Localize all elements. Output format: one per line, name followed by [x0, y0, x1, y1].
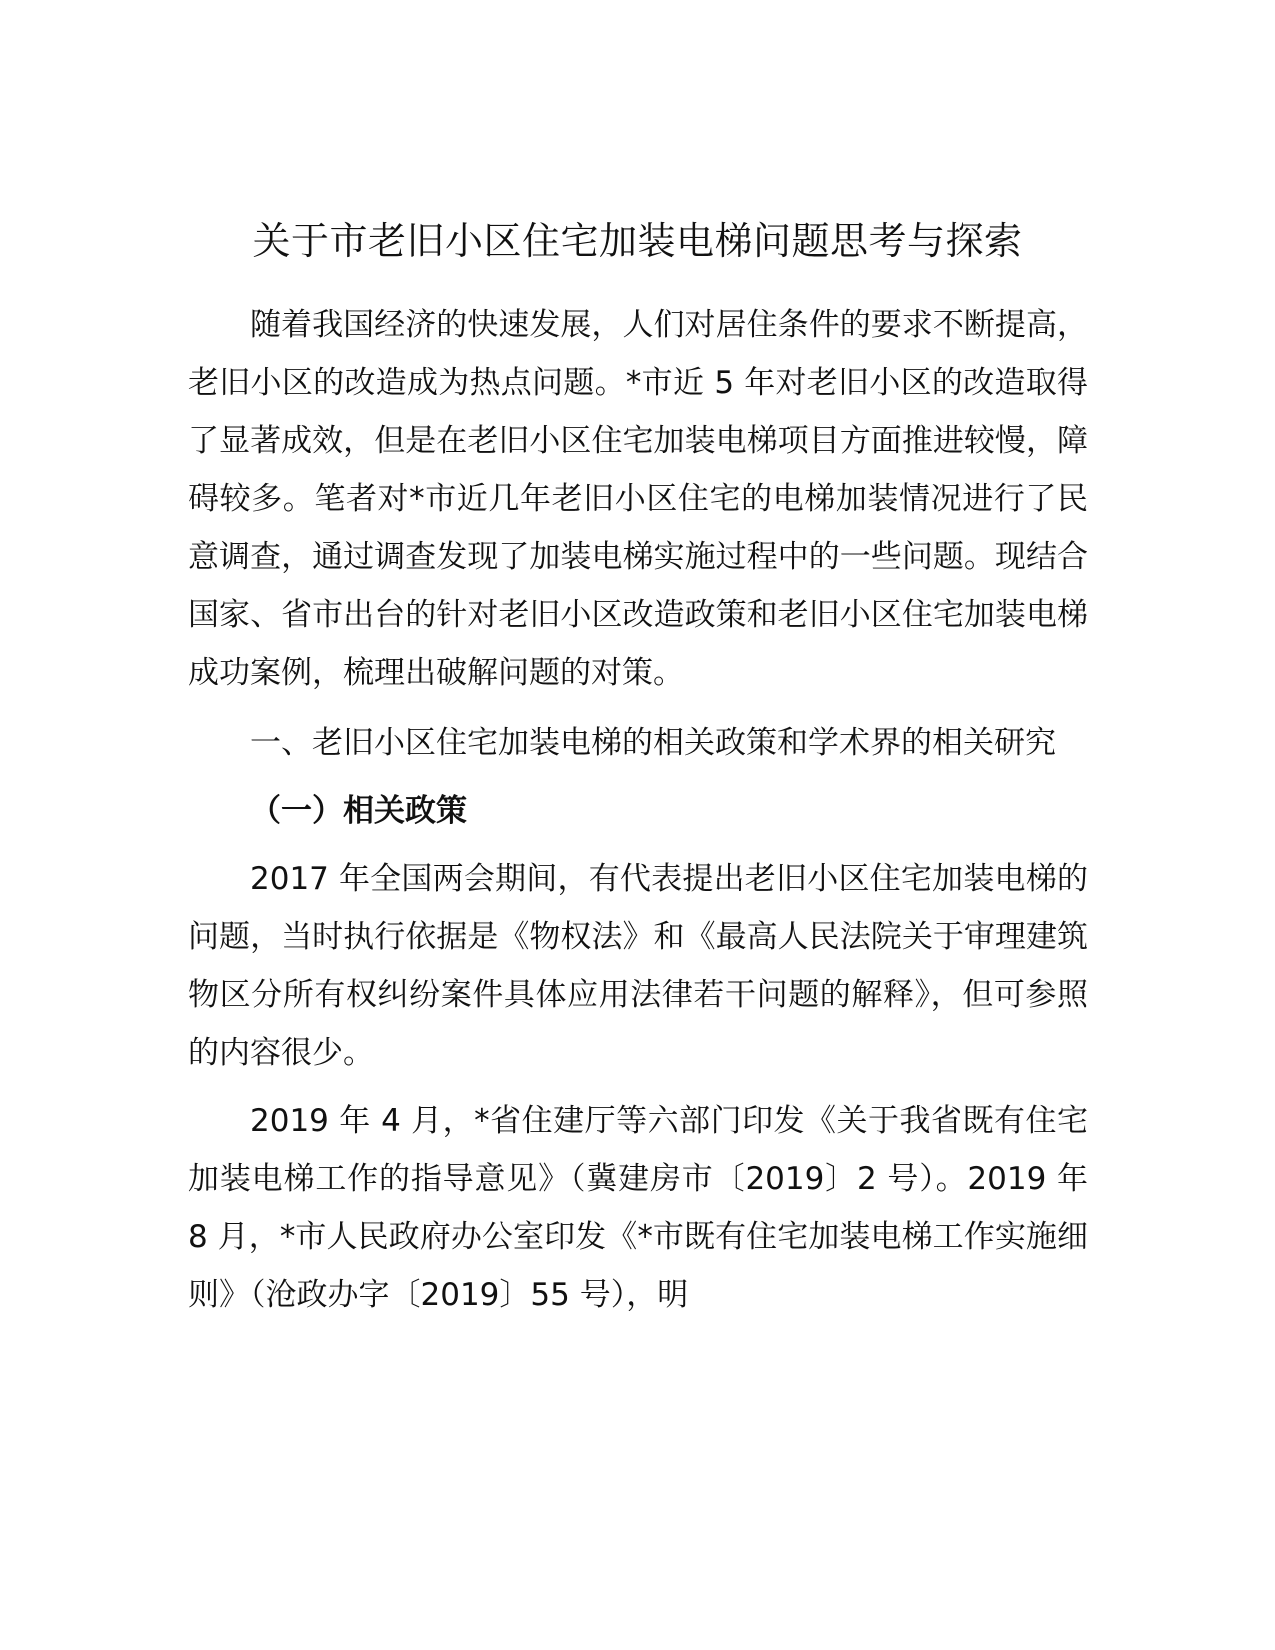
- policy-paragraph-2017: 2017 年全国两会期间，有代表提出老旧小区住宅加装电梯的问题，当时执行依据是《物权法》和《最高人民法院关于审理建筑物区分所有权纠纷案件具体应用法律若干问题的解释》，但可参照的内容很少。: [188, 861, 1088, 1071]
- document-title: 关于市老旧小区住宅加装电梯问题思考与探索: [252, 219, 1023, 263]
- document-body: [188, 296, 1088, 1324]
- section-heading: 一、老旧小区住宅加装电梯的相关政策和学术界的相关研究: [250, 725, 1056, 761]
- intro-paragraph: 随着我国经济的快速发展，人们对居住条件的要求不断提高，老旧小区的改造成为热点问题。*市近 5 年对老旧小区的改造取得了显著成效，但是在老旧小区住宅加装电梯项目方面推进较慢，障碍较多。笔者对*市近几年老旧小区住宅的电梯加装情况进行了民意调查，通过调查发现了加装电梯实施过程中的一些问题。现结合国家、省市出台的针对老旧小区改造政策和老旧小区住宅加装电梯成功案例，梳理出破解问题的对策。: [188, 307, 1088, 691]
- policy-paragraph-2019: 2019 年 4 月，*省住建厅等六部门印发《关于我省既有住宅加装电梯工作的指导意见》（冀建房市〔2019〕2 号）。2019 年 8 月，*市人民政府办公室印发《*市既有住宅加装电梯工作实施细则》（沧政办字〔2019〕55 号），明: [188, 1103, 1088, 1313]
- subsection-heading: （一）相关政策: [250, 793, 467, 829]
